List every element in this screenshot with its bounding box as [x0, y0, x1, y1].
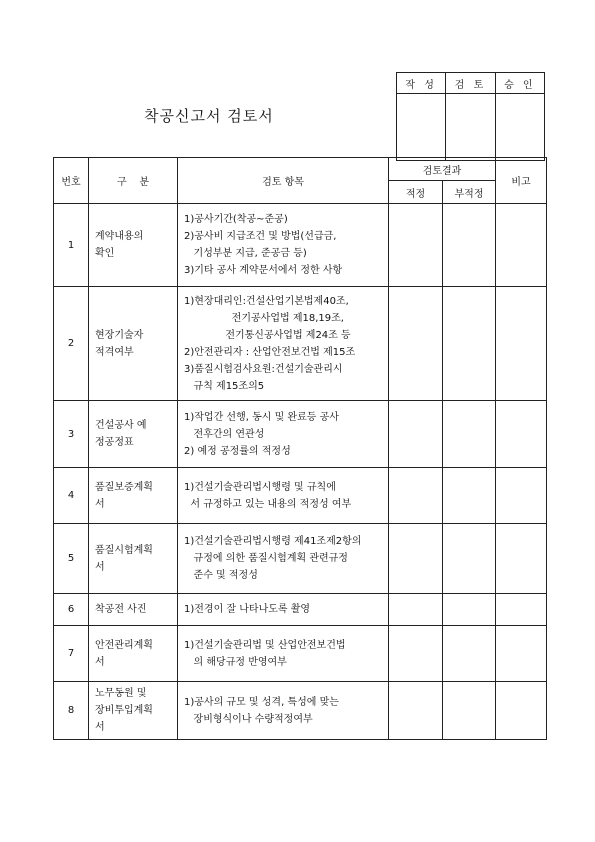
result-unfit-cell[interactable] — [443, 524, 496, 594]
review-item-line: 2) 예정 공정률의 적정성 — [184, 445, 291, 457]
remark-cell[interactable] — [496, 401, 547, 468]
review-item-line: 규칙 제15조의5 — [184, 380, 265, 392]
header-items: 검토 항목 — [178, 158, 389, 204]
table-row — [54, 594, 547, 626]
table-row — [54, 524, 547, 594]
review-item-line: 1)건설기술관리법시행령 및 규칙에 — [184, 481, 336, 493]
row-category — [89, 204, 178, 287]
remark-cell[interactable] — [496, 524, 547, 594]
review-table — [53, 157, 547, 740]
result-fit-cell[interactable] — [389, 524, 443, 594]
table-row — [54, 468, 547, 524]
approval-sign-review[interactable] — [446, 94, 495, 161]
header-result: 검토결과 — [389, 158, 496, 181]
row-category — [89, 287, 178, 401]
header-remark: 비고 — [496, 158, 547, 204]
review-item-line: 서 규정하고 있는 내용의 적정성 여부 — [184, 498, 352, 510]
category-line: 계약내용의 — [95, 231, 144, 242]
result-fit-cell[interactable] — [389, 287, 443, 401]
remark-cell[interactable] — [496, 204, 547, 287]
review-item-line: 준수 및 적정성 — [184, 570, 258, 581]
header-unfit: 부적정 — [443, 181, 496, 204]
header-no: 번호 — [54, 158, 89, 204]
row-number: 1 — [54, 204, 89, 287]
review-item-line: 전기통신공사업법 제24조 등 — [184, 329, 351, 341]
table-row — [54, 626, 547, 682]
row-review-items — [178, 682, 389, 740]
row-number: 2 — [54, 287, 89, 401]
review-item-line: 전기공사업법 제18,19조, — [184, 312, 344, 324]
review-item-line: 전후간의 연관성 — [184, 428, 265, 440]
review-item-line: 3)기타 공사 계약문서에서 정한 사항 — [184, 265, 343, 276]
review-item-line: 규정에 의한 품질시험계획 관련규정 — [184, 553, 348, 564]
review-item-line: 2)공사비 지급조건 및 방법(선급금, — [184, 231, 337, 242]
category-line: 현장기술자 — [95, 329, 144, 341]
header-category: 구 분 — [89, 158, 178, 204]
result-unfit-cell[interactable] — [443, 204, 496, 287]
row-number: 4 — [54, 468, 89, 524]
result-fit-cell[interactable] — [389, 626, 443, 682]
row-category — [89, 524, 178, 594]
category-line: 서 — [95, 498, 105, 510]
category-line: 노무동원 및 — [95, 688, 147, 699]
result-fit-cell[interactable] — [389, 594, 443, 626]
review-item-line: 1)공사의 규모 및 성격, 특성에 맞는 — [184, 696, 339, 708]
result-unfit-cell[interactable] — [443, 401, 496, 468]
row-number: 3 — [54, 401, 89, 468]
review-item-line: 1)작업간 선행, 동시 및 완료등 공사 — [184, 411, 339, 423]
row-category — [89, 468, 178, 524]
row-review-items — [178, 287, 389, 401]
result-unfit-cell[interactable] — [443, 468, 496, 524]
category-line: 서 — [95, 722, 105, 733]
remark-cell[interactable] — [496, 626, 547, 682]
review-item-line: 1)전경이 잘 나타나도록 촬영 — [184, 604, 311, 615]
result-unfit-cell[interactable] — [443, 626, 496, 682]
category-line: 품질보증계획 — [95, 481, 153, 493]
row-review-items — [178, 594, 389, 626]
remark-cell[interactable] — [496, 468, 547, 524]
review-item-line: 1)건설기술관리법시행령 제41조제2항의 — [184, 536, 362, 547]
approval-header-approve: 승 인 — [495, 73, 544, 94]
row-review-items — [178, 524, 389, 594]
review-item-line: 2)안전관리자 : 산업안전보건법 제15조 — [184, 346, 356, 358]
category-line: 품질시험계획 — [95, 544, 153, 556]
row-review-items — [178, 626, 389, 682]
review-item-line: 장비형식이나 수량적정여부 — [184, 713, 313, 725]
category-line: 서 — [95, 656, 105, 668]
table-row — [54, 204, 547, 287]
table-row — [54, 401, 547, 468]
category-line: 확인 — [95, 248, 115, 259]
result-fit-cell[interactable] — [389, 468, 443, 524]
result-fit-cell[interactable] — [389, 401, 443, 468]
remark-cell[interactable] — [496, 682, 547, 740]
review-item-line: 기성부분 지급, 준공금 등) — [184, 248, 307, 259]
result-unfit-cell[interactable] — [443, 594, 496, 626]
result-fit-cell[interactable] — [389, 682, 443, 740]
approval-header-author: 작 성 — [397, 73, 446, 94]
category-line: 장비투입계획 — [95, 705, 153, 716]
row-category — [89, 626, 178, 682]
approval-sign-author[interactable] — [397, 94, 446, 161]
row-review-items — [178, 401, 389, 468]
row-category — [89, 682, 178, 740]
approval-box — [396, 72, 545, 161]
row-number: 5 — [54, 524, 89, 594]
result-unfit-cell[interactable] — [443, 682, 496, 740]
category-line: 적격여부 — [95, 346, 134, 358]
row-number: 8 — [54, 682, 89, 740]
table-row — [54, 287, 547, 401]
category-line: 건설공사 예 — [95, 420, 147, 431]
row-number: 7 — [54, 626, 89, 682]
category-line: 안전관리계획 — [95, 639, 153, 651]
document-title: 착공신고서 검토서 — [144, 107, 274, 125]
row-category — [89, 594, 178, 626]
approval-sign-approve[interactable] — [495, 94, 544, 161]
remark-cell[interactable] — [496, 287, 547, 401]
category-line: 서 — [95, 561, 105, 573]
review-item-line: 의 해당규정 반영여부 — [184, 656, 287, 668]
row-review-items — [178, 468, 389, 524]
approval-header-review: 검 토 — [446, 73, 495, 94]
review-item-line: 3)품질시험검사요원:건설기술관리시 — [184, 363, 343, 375]
table-row — [54, 682, 547, 740]
review-item-line: 1)건설기술관리법 및 산업안전보건법 — [184, 639, 346, 651]
remark-cell[interactable] — [496, 594, 547, 626]
category-line: 착공전 사진 — [95, 604, 147, 615]
header-fit: 적정 — [389, 181, 443, 204]
result-unfit-cell[interactable] — [443, 287, 496, 401]
result-fit-cell[interactable] — [389, 204, 443, 287]
review-item-line: 1)현장대리인:건설산업기본법제40조, — [184, 295, 349, 307]
review-item-line: 1)공사기간(착공~준공) — [184, 214, 288, 225]
row-category — [89, 401, 178, 468]
row-review-items — [178, 204, 389, 287]
category-line: 정공정표 — [95, 437, 134, 448]
row-number: 6 — [54, 594, 89, 626]
